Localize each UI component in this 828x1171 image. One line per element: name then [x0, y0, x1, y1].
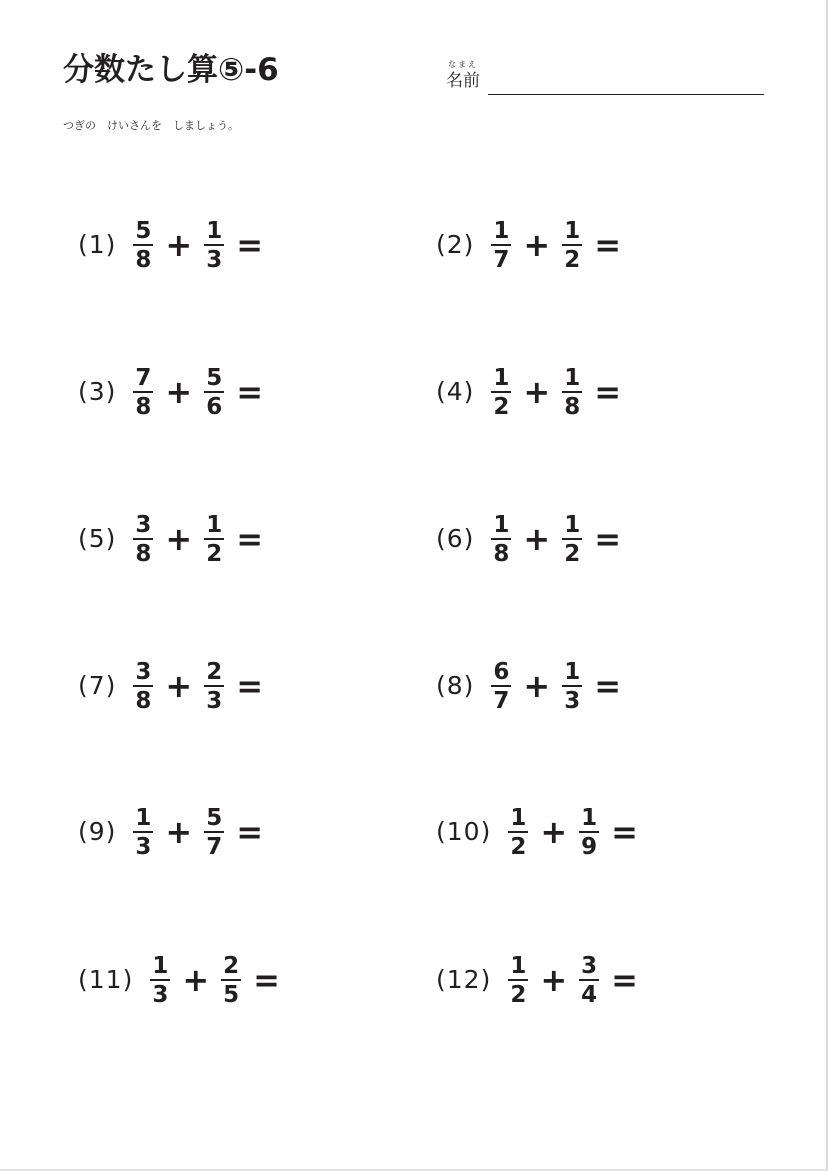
problem-number: (1): [78, 230, 117, 259]
equals-sign: =: [236, 667, 264, 705]
fraction-b: [203, 366, 225, 419]
fraction-denominator: 5: [223, 981, 240, 1008]
fraction-a: [132, 660, 154, 713]
problem-number: (2): [436, 230, 475, 259]
equals-sign: =: [236, 226, 264, 264]
plus-sign: +: [523, 226, 551, 264]
fraction-denominator: 2: [510, 981, 527, 1008]
plus-sign: +: [523, 520, 551, 558]
name-field: [446, 60, 766, 100]
problem-item: [436, 509, 621, 569]
equals-sign: =: [236, 520, 264, 558]
fraction-numerator: 1: [510, 952, 527, 979]
fraction-a: [490, 513, 512, 566]
fraction-denominator: 8: [135, 393, 152, 420]
equals-sign: =: [236, 813, 264, 851]
problem-item: [436, 802, 638, 862]
fraction-denominator: 3: [206, 246, 223, 273]
fraction-numerator: 1: [564, 364, 581, 391]
fraction-numerator: 1: [135, 804, 152, 831]
fraction-numerator: 1: [493, 364, 510, 391]
fraction-numerator: 3: [581, 952, 598, 979]
problem-number: (9): [78, 817, 117, 846]
fraction-numerator: 1: [564, 511, 581, 538]
plus-sign: +: [165, 813, 193, 851]
fraction-numerator: 1: [564, 658, 581, 685]
fraction-b: [203, 660, 225, 713]
fraction-numerator: 3: [135, 658, 152, 685]
fraction-bar: [133, 831, 153, 833]
fraction-denominator: 6: [206, 393, 223, 420]
fraction-bar: [150, 979, 170, 981]
problem-number: (6): [436, 524, 475, 553]
fraction-denominator: 2: [206, 540, 223, 567]
fraction-bar: [204, 391, 224, 393]
problem-item: [436, 362, 621, 422]
fraction-a: [132, 513, 154, 566]
fraction-bar: [204, 685, 224, 687]
problem-item: [78, 950, 280, 1010]
problem-number: (4): [436, 377, 475, 406]
problem-item: [436, 950, 638, 1010]
fraction-a: [507, 806, 529, 859]
fraction-b: [578, 954, 600, 1007]
fraction-numerator: 1: [510, 804, 527, 831]
problem-number: (10): [436, 817, 492, 846]
fraction-b: [203, 219, 225, 272]
equals-sign: =: [594, 667, 622, 705]
worksheet-title: 分数たし算⑤-6: [63, 52, 279, 88]
fraction-numerator: 1: [493, 511, 510, 538]
problem-item: [78, 509, 263, 569]
fraction-denominator: 8: [564, 393, 581, 420]
fraction-denominator: 2: [510, 833, 527, 860]
fraction-numerator: 1: [206, 217, 223, 244]
plus-sign: +: [165, 667, 193, 705]
fraction-a: [490, 366, 512, 419]
name-write-line[interactable]: [488, 94, 764, 95]
fraction-bar: [221, 979, 241, 981]
fraction-a: [132, 366, 154, 419]
problem-number: (12): [436, 965, 492, 994]
fraction-bar: [562, 685, 582, 687]
fraction-numerator: 1: [493, 217, 510, 244]
problem-number: (5): [78, 524, 117, 553]
fraction-bar: [204, 538, 224, 540]
fraction-bar: [562, 391, 582, 393]
fraction-b: [220, 954, 242, 1007]
equals-sign: =: [594, 520, 622, 558]
plus-sign: +: [165, 226, 193, 264]
fraction-denominator: 2: [564, 540, 581, 567]
problem-number: (7): [78, 671, 117, 700]
fraction-numerator: 5: [206, 364, 223, 391]
fraction-bar: [491, 538, 511, 540]
fraction-bar: [133, 685, 153, 687]
fraction-b: [561, 513, 583, 566]
fraction-denominator: 3: [152, 981, 169, 1008]
fraction-a: [132, 219, 154, 272]
problem-number: (8): [436, 671, 475, 700]
name-furigana: なまえ: [448, 60, 478, 69]
fraction-bar: [508, 831, 528, 833]
fraction-b: [203, 513, 225, 566]
fraction-b: [561, 660, 583, 713]
problem-item: [78, 802, 263, 862]
fraction-b: [561, 219, 583, 272]
fraction-numerator: 2: [223, 952, 240, 979]
fraction-a: [149, 954, 171, 1007]
fraction-bar: [133, 391, 153, 393]
fraction-denominator: 4: [581, 981, 598, 1008]
plus-sign: +: [165, 520, 193, 558]
problem-item: [436, 215, 621, 275]
fraction-b: [203, 806, 225, 859]
fraction-bar: [562, 538, 582, 540]
fraction-bar: [133, 244, 153, 246]
problem-number: (3): [78, 377, 117, 406]
fraction-numerator: 1: [152, 952, 169, 979]
fraction-b: [561, 366, 583, 419]
fraction-denominator: 7: [206, 833, 223, 860]
fraction-b: [578, 806, 600, 859]
fraction-a: [490, 660, 512, 713]
fraction-bar: [491, 685, 511, 687]
fraction-numerator: 5: [206, 804, 223, 831]
fraction-bar: [579, 979, 599, 981]
fraction-numerator: 6: [493, 658, 510, 685]
equals-sign: =: [594, 373, 622, 411]
fraction-a: [490, 219, 512, 272]
plus-sign: +: [523, 373, 551, 411]
fraction-numerator: 2: [206, 658, 223, 685]
fraction-bar: [508, 979, 528, 981]
fraction-denominator: 2: [493, 393, 510, 420]
fraction-bar: [491, 391, 511, 393]
fraction-bar: [491, 244, 511, 246]
name-label: 名前: [446, 71, 480, 91]
equals-sign: =: [611, 961, 638, 999]
fraction-bar: [562, 244, 582, 246]
fraction-numerator: 5: [135, 217, 152, 244]
fraction-denominator: 8: [135, 246, 152, 273]
problem-item: [78, 362, 263, 422]
plus-sign: +: [165, 373, 193, 411]
plus-sign: +: [540, 813, 568, 851]
equals-sign: =: [236, 373, 264, 411]
plus-sign: +: [182, 961, 210, 999]
problem-item: [78, 656, 263, 716]
fraction-a: [132, 806, 154, 859]
fraction-bar: [204, 831, 224, 833]
equals-sign: =: [594, 226, 622, 264]
fraction-denominator: 3: [564, 687, 581, 714]
fraction-denominator: 2: [564, 246, 581, 273]
fraction-denominator: 3: [135, 833, 152, 860]
problem-item: [78, 215, 263, 275]
instruction-text: つぎの けいさんを しましょう。: [63, 119, 239, 132]
equals-sign: =: [253, 961, 280, 999]
fraction-numerator: 7: [135, 364, 152, 391]
fraction-a: [507, 954, 529, 1007]
fraction-numerator: 3: [135, 511, 152, 538]
equals-sign: =: [611, 813, 638, 851]
fraction-denominator: 8: [135, 687, 152, 714]
plus-sign: +: [540, 961, 568, 999]
problem-item: [436, 656, 621, 716]
problem-number: (11): [78, 965, 134, 994]
fraction-denominator: 8: [493, 540, 510, 567]
fraction-bar: [133, 538, 153, 540]
fraction-numerator: 1: [206, 511, 223, 538]
fraction-numerator: 1: [581, 804, 598, 831]
fraction-denominator: 9: [581, 833, 598, 860]
fraction-numerator: 1: [564, 217, 581, 244]
fraction-bar: [579, 831, 599, 833]
fraction-denominator: 8: [135, 540, 152, 567]
fraction-bar: [204, 244, 224, 246]
fraction-denominator: 3: [206, 687, 223, 714]
plus-sign: +: [523, 667, 551, 705]
fraction-denominator: 7: [493, 246, 510, 273]
fraction-denominator: 7: [493, 687, 510, 714]
